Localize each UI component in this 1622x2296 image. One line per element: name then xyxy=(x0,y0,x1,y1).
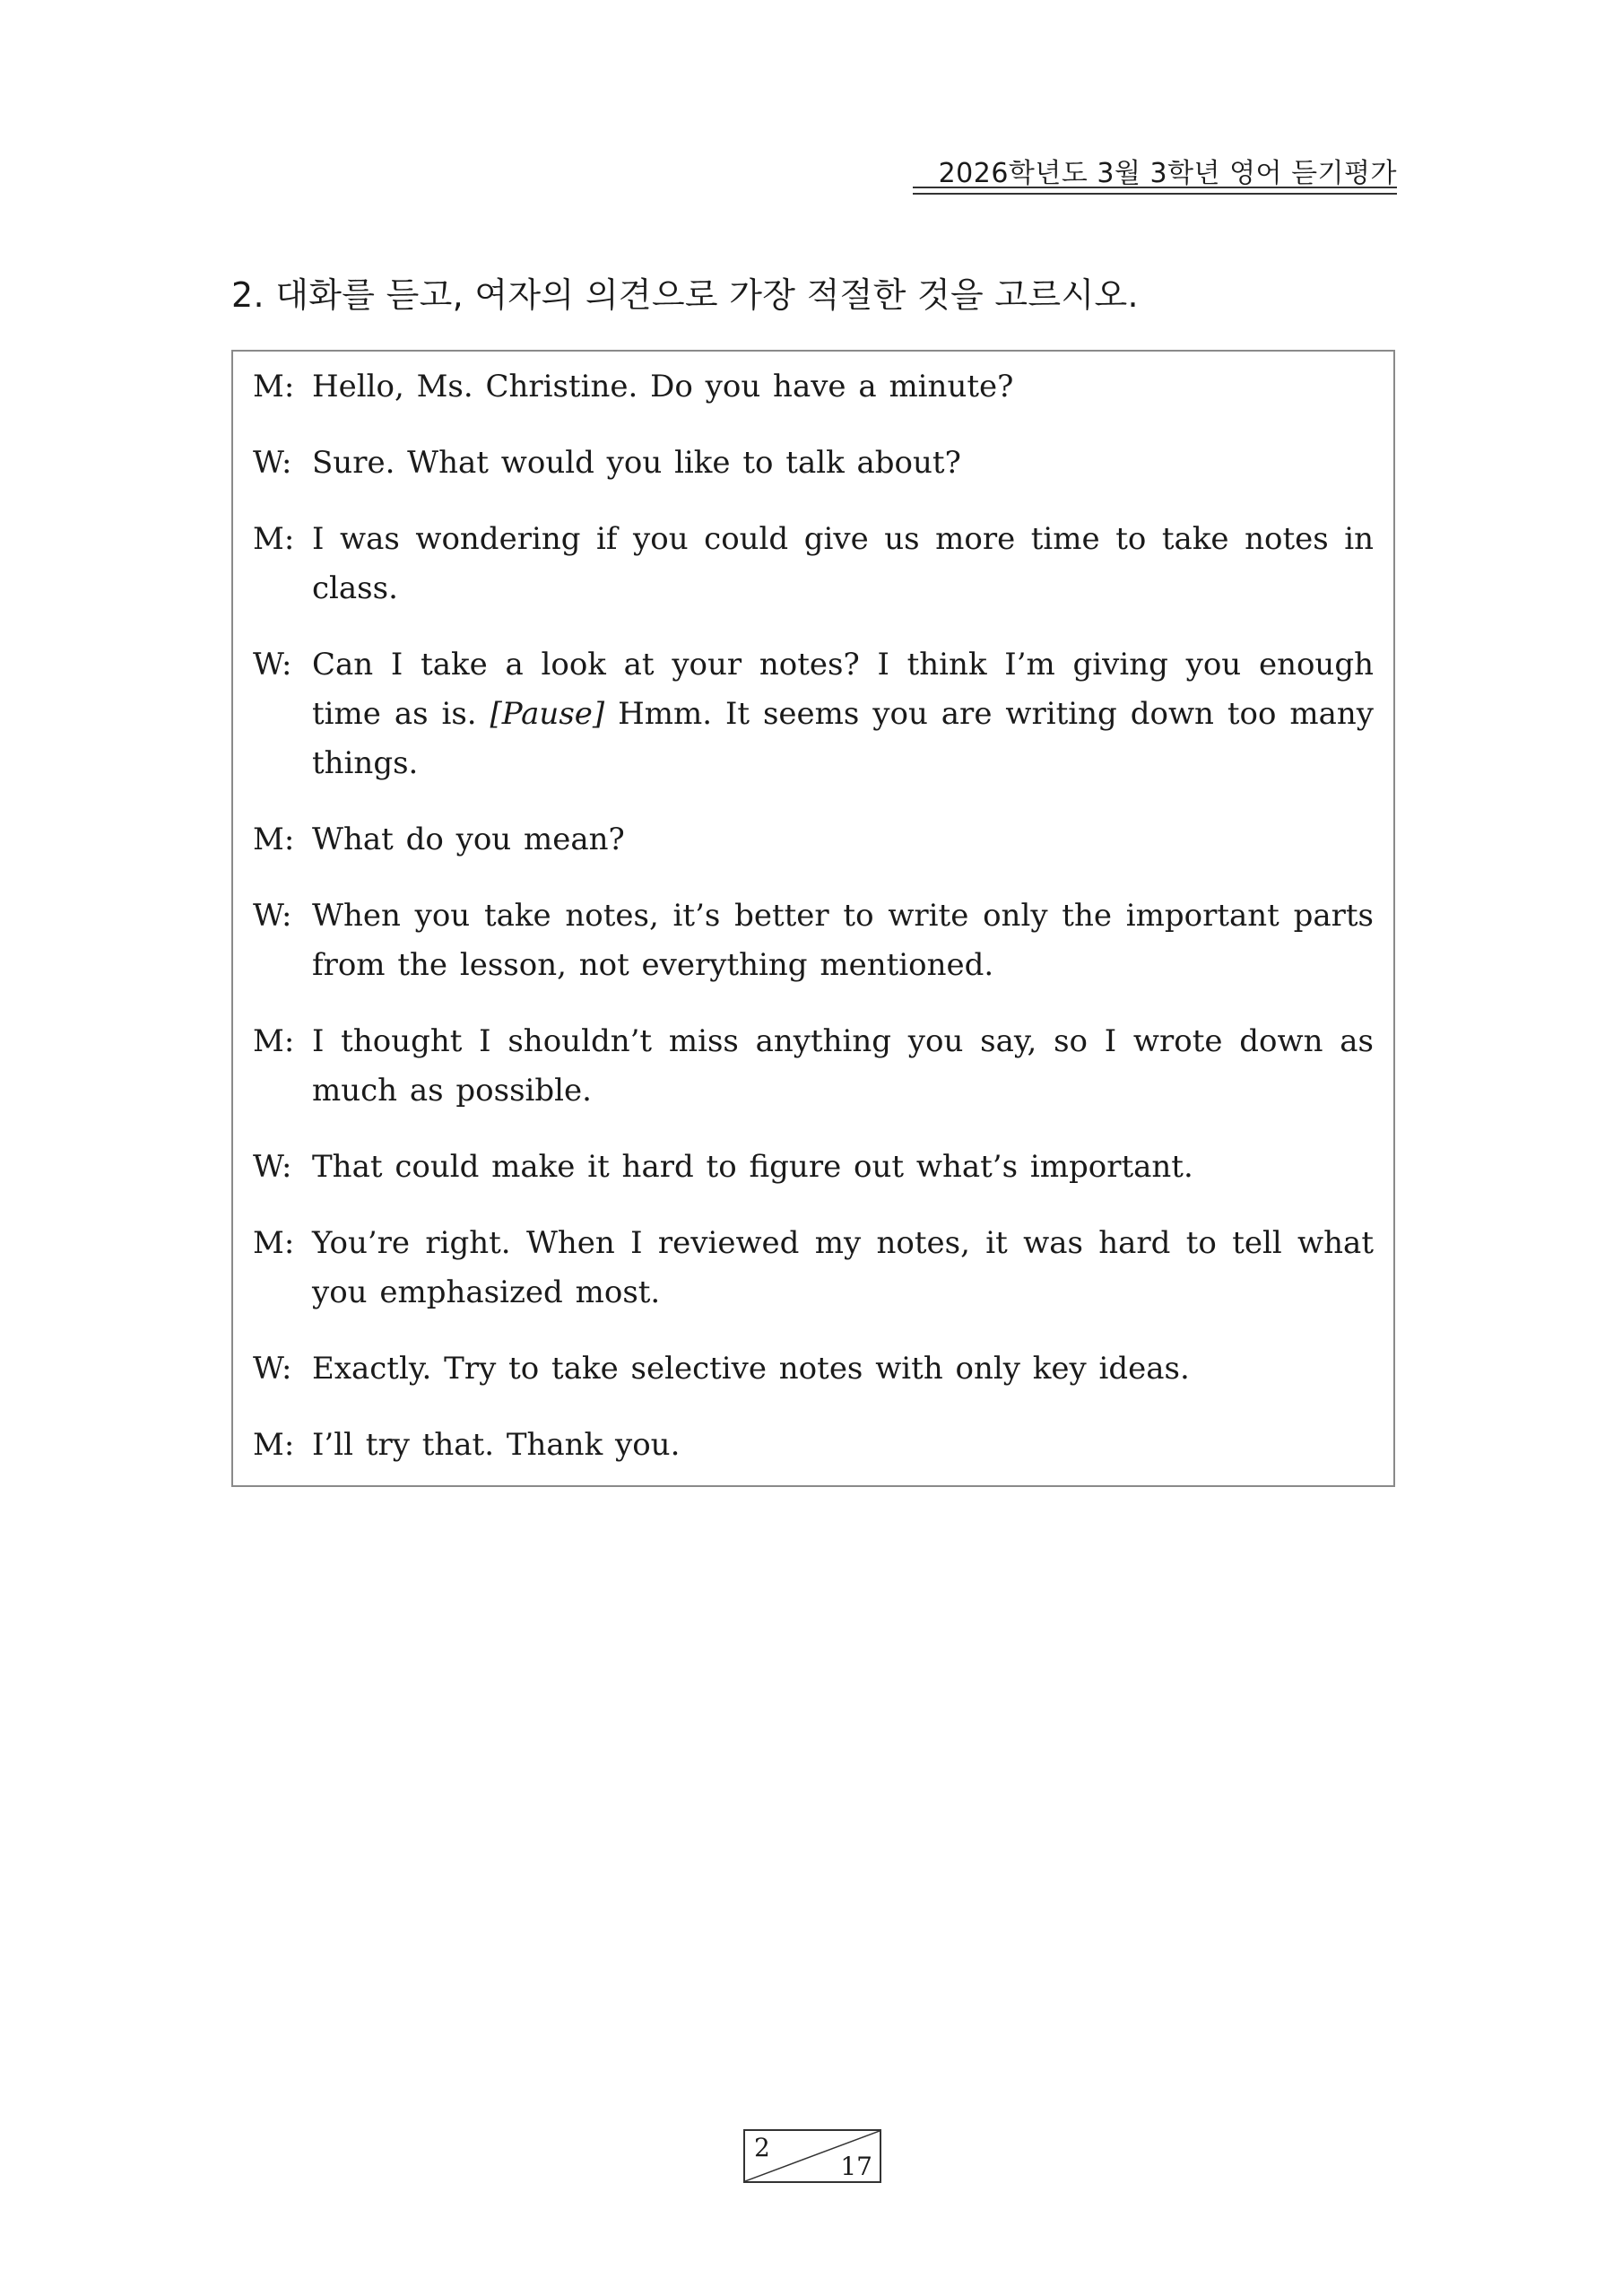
dialogue-line xyxy=(253,815,1374,865)
speaker-label: M: xyxy=(253,1023,295,1059)
utterance-text: I was wondering if you could give us more time to take notes in class. xyxy=(312,521,1374,606)
speaker-label: W: xyxy=(253,1149,292,1185)
dialogue-line xyxy=(253,515,1374,613)
speaker-label: W: xyxy=(253,1351,292,1387)
dialogue-line xyxy=(253,640,1374,788)
speaker-label: W: xyxy=(253,898,292,934)
speaker-label: W: xyxy=(253,647,292,683)
dialogue-line xyxy=(253,1219,1374,1318)
exam-header-title: 2026학년도 3월 3학년 영어 듣기평가 xyxy=(938,158,1397,189)
speaker-label: M: xyxy=(253,822,295,857)
dialogue-line xyxy=(253,891,1374,990)
dialogue-script-box xyxy=(231,350,1395,1487)
dialogue-line xyxy=(253,1421,1374,1470)
utterance-text: When you take notes, it’s better to write only the important parts from the lesson, not everything mentioned. xyxy=(312,898,1374,983)
utterance-text-before: Can I take a look at your notes? I think I’m giving you enough time as is. xyxy=(312,647,1374,732)
utterance-text-after: Hmm. It seems you are writing down too many things. xyxy=(312,696,1375,781)
utterance-text: Hello, Ms. Christine. Do you have a minute? xyxy=(312,369,1014,404)
current-page-number: 2 xyxy=(754,2133,770,2162)
utterance-text xyxy=(312,640,1374,788)
dialogue-line xyxy=(253,1344,1374,1394)
total-page-count: 17 xyxy=(840,2152,872,2181)
page-number-box xyxy=(743,2129,881,2183)
speaker-label: M: xyxy=(253,369,295,404)
speaker-label: M: xyxy=(253,521,295,557)
utterance-text: That could make it hard to figure out what’s important. xyxy=(312,1149,1193,1185)
question-prompt: 2. 대화를 듣고, 여자의 의견으로 가장 적절한 것을 고르시오. xyxy=(231,275,1139,315)
header-rule-bottom xyxy=(913,193,1397,195)
dialogue-line xyxy=(253,439,1374,488)
utterance-text: What do you mean? xyxy=(312,822,625,857)
utterance-text: Sure. What would you like to talk about? xyxy=(312,445,961,481)
speaker-label: W: xyxy=(253,445,292,481)
utterance-text: I thought I shouldn’t miss anything you say, so I wrote down as much as possible. xyxy=(312,1023,1374,1109)
dialogue-line xyxy=(253,1017,1374,1116)
header-rule-top xyxy=(913,187,1397,188)
dialogue-line xyxy=(253,362,1374,412)
speaker-label: M: xyxy=(253,1427,295,1463)
utterance-text: Exactly. Try to take selective notes with only key ideas. xyxy=(312,1351,1190,1387)
speaker-label: M: xyxy=(253,1225,295,1261)
dialogue-line xyxy=(253,1143,1374,1192)
stage-direction: [Pause] xyxy=(490,696,605,732)
utterance-text: I’ll try that. Thank you. xyxy=(312,1427,681,1463)
utterance-text: You’re right. When I reviewed my notes, it was hard to tell what you emphasized most. xyxy=(312,1225,1374,1310)
